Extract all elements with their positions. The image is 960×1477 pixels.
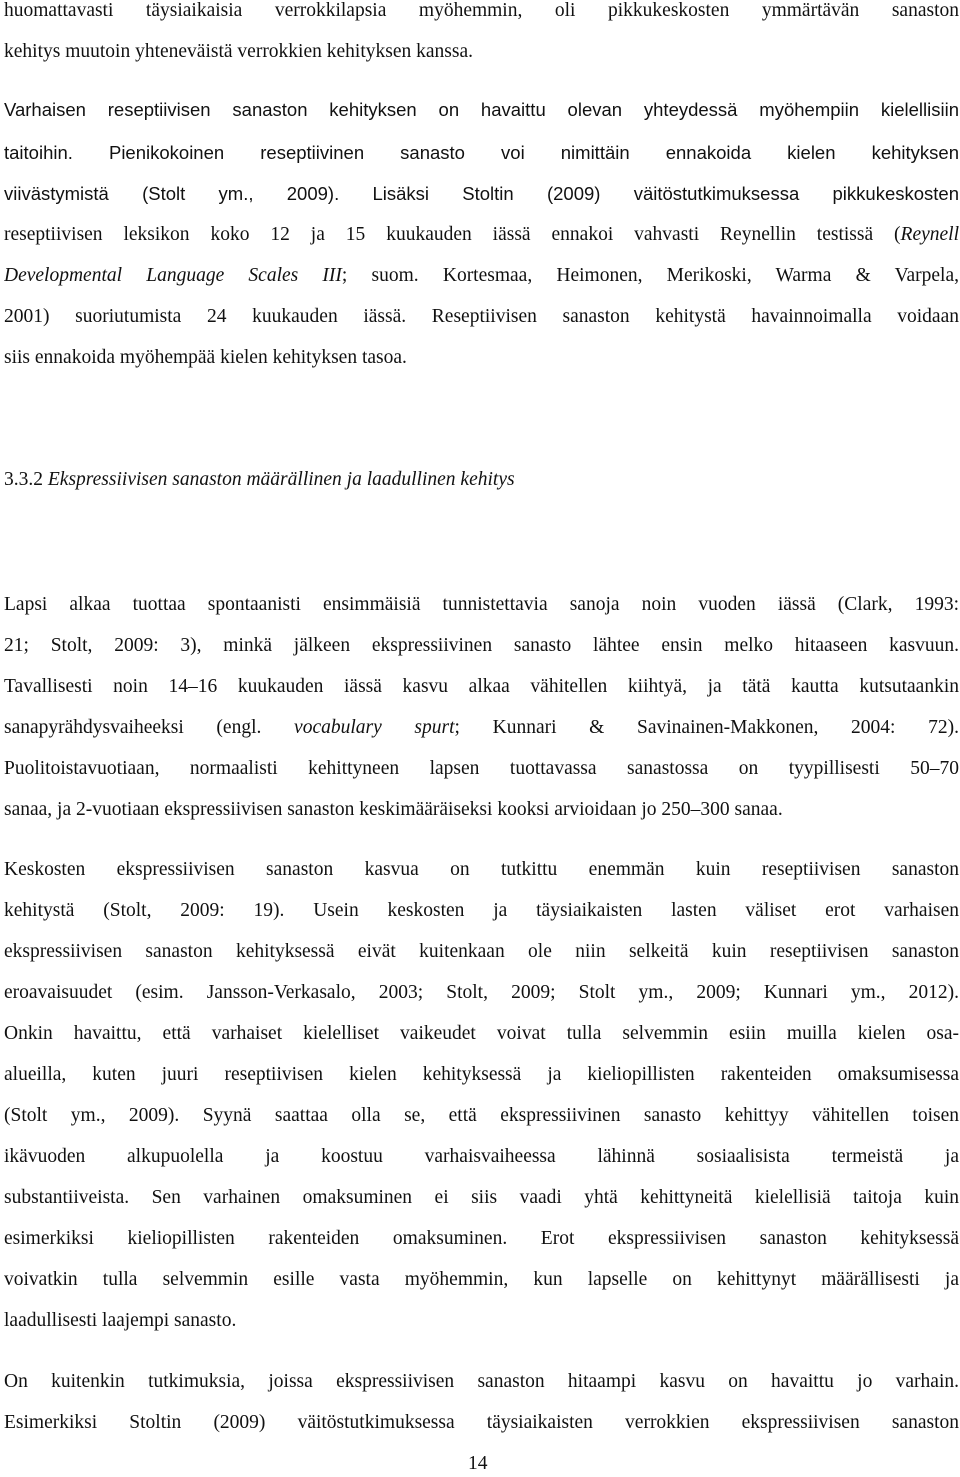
italic-title: Reynell (900, 224, 959, 245)
paragraph-text: Lisäksi Stoltin (2009) väitöstutkimuksessa pikkukeskosten (339, 183, 959, 204)
paragraph-line (4, 181, 959, 208)
paragraph-line: laadullisesti laajempi sanasto. (4, 1310, 237, 1331)
paragraph-line: ekspressiivisen sanaston kehityksessä eivät kuitenkaan ole niin selkeitä kuin reseptiivisen sanaston (4, 941, 959, 962)
paragraph-line: kehitystä (Stolt, 2009: 19). Usein keskosten ja täysiaikaisten lasten väliset erot varhaisen (4, 900, 959, 921)
paragraph-text: taitoihin. (4, 142, 73, 163)
paragraph-text: viivästymistä (Stolt ym., 2009). (4, 183, 340, 204)
paragraph-line: Lapsi alkaa tuottaa spontaanisti ensimmäisiä tunnistettavia sanoja noin vuoden iässä (Clark, 1993: (4, 594, 959, 615)
paragraph-line: esimerkiksi kieliopillisten rakenteiden omaksuminen. Erot ekspressiivisen sanaston kehityksessä (4, 1228, 959, 1249)
paragraph-line: Tavallisesti noin 14–16 kuukauden iässä kasvu alkaa vähitellen kiihtyä, ja tätä kautta kutsutaankin (4, 676, 959, 697)
paragraph-line: alueilla, kuten juuri reseptiivisen kielen kehityksessä ja kieliopillisten rakenteiden omaksumisessa (4, 1064, 959, 1085)
page-number: 14 (468, 1453, 488, 1474)
paragraph-line: ikävuoden alkupuolella ja koostuu varhaisvaiheessa lähinnä sosiaalisista termeistä ja (4, 1146, 959, 1167)
paragraph-line: huomattavasti täysiaikaisia verrokkilapsia myöhemmin, oli pikkukeskosten ymmärtävän sanaston (4, 0, 959, 21)
section-number: 3.3.2 (4, 469, 43, 490)
paragraph-line: sanaa, ja 2-vuotiaan ekspressiivisen sanaston keskimääräiseksi kooksi arvioidaan jo 250–300 sanaa. (4, 799, 783, 820)
paragraph-text: reseptiivisen leksikon koko 12 ja 15 kuukauden iässä ennakoi vahvasti Reynellin testissä ( (4, 224, 901, 245)
paragraph-line: eroavaisuudet (esim. Jansson-Verkasalo, 2003; Stolt, 2009; Stolt ym., 2009; Kunnari ym., 2012). (4, 982, 959, 1003)
paragraph-line (4, 263, 959, 289)
italic-title: Developmental Language Scales III (4, 265, 342, 286)
paragraph-line: Puolitoistavuotiaan, normaalisti kehittyneen lapsen tuottavassa sanastossa on tyypillisesti 50–70 (4, 758, 959, 779)
paragraph-line: 21; Stolt, 2009: 3), minkä jälkeen ekspressiivinen sanasto lähtee ensin melko hitaaseen kasvuun. (4, 635, 959, 656)
paragraph-text: sanapyrähdysvaiheeksi (engl. (4, 717, 295, 738)
paragraph-line: Varhaisen reseptiivisen sanaston kehityksen on havaittu olevan yhteydessä myöhempiin kielellisiin (4, 99, 959, 120)
paragraph-text: Pienikokoinen reseptiivinen sanasto voi nimittäin ennakoida kielen kehityksen (72, 142, 959, 163)
paragraph-line (4, 304, 959, 330)
section-heading (4, 467, 515, 493)
paragraph-line: voivatkin tulla selvemmin esille vasta myöhemmin, kun lapselle on kehittynyt määrällisesti ja (4, 1269, 959, 1290)
paragraph-text: ; Kunnari & Savinainen-Makkonen, 2004: 72). (454, 717, 959, 738)
paragraph-line: Onkin havaittu, että varhaiset kielelliset vaikeudet voivat tulla selvemmin esiin muilla kielen osa- (4, 1023, 959, 1044)
paragraph-line: kehitys muutoin yhteneväistä verrokkien kehityksen kanssa. (4, 41, 473, 62)
paragraph-line: On kuitenkin tutkimuksia, joissa ekspressiivisen sanaston hitaampi kasvu on havaittu jo varhain. (4, 1371, 959, 1392)
paragraph-line: Keskosten ekspressiivisen sanaston kasvua on tutkittu enemmän kuin reseptiivisen sanaston (4, 859, 959, 880)
paragraph-text: Reseptiivisen sanaston kehitystä havainnoimalla voidaan (406, 306, 959, 327)
section-title: Ekspressiivisen sanaston määrällinen ja laadullinen kehitys (43, 469, 515, 490)
paragraph-text: ; suom. Kortesmaa, Heimonen, Merikoski, Warma & Varpela, (341, 265, 959, 286)
paragraph-line (4, 222, 959, 248)
paragraph-line: substantiiveista. Sen varhainen omaksuminen ei siis vaadi yhtä kehittyneitä kielellisiä taitoja kuin (4, 1187, 959, 1208)
paragraph-text: 2001) suoriutumista 24 kuukauden iässä. (4, 306, 407, 327)
paragraph-line: (Stolt ym., 2009). Syynä saattaa olla se, että ekspressiivinen sanasto kehittyy vähitellen toisen (4, 1105, 959, 1126)
italic-term: vocabulary spurt (294, 717, 455, 738)
paragraph-line (4, 140, 959, 167)
paragraph-line: Esimerkiksi Stoltin (2009) väitöstutkimuksessa täysiaikaisten verrokkien ekspressiivisen sanaston (4, 1412, 959, 1433)
paragraph-line: siis ennakoida myöhempää kielen kehityksen tasoa. (4, 347, 407, 368)
paragraph-line (4, 715, 959, 741)
